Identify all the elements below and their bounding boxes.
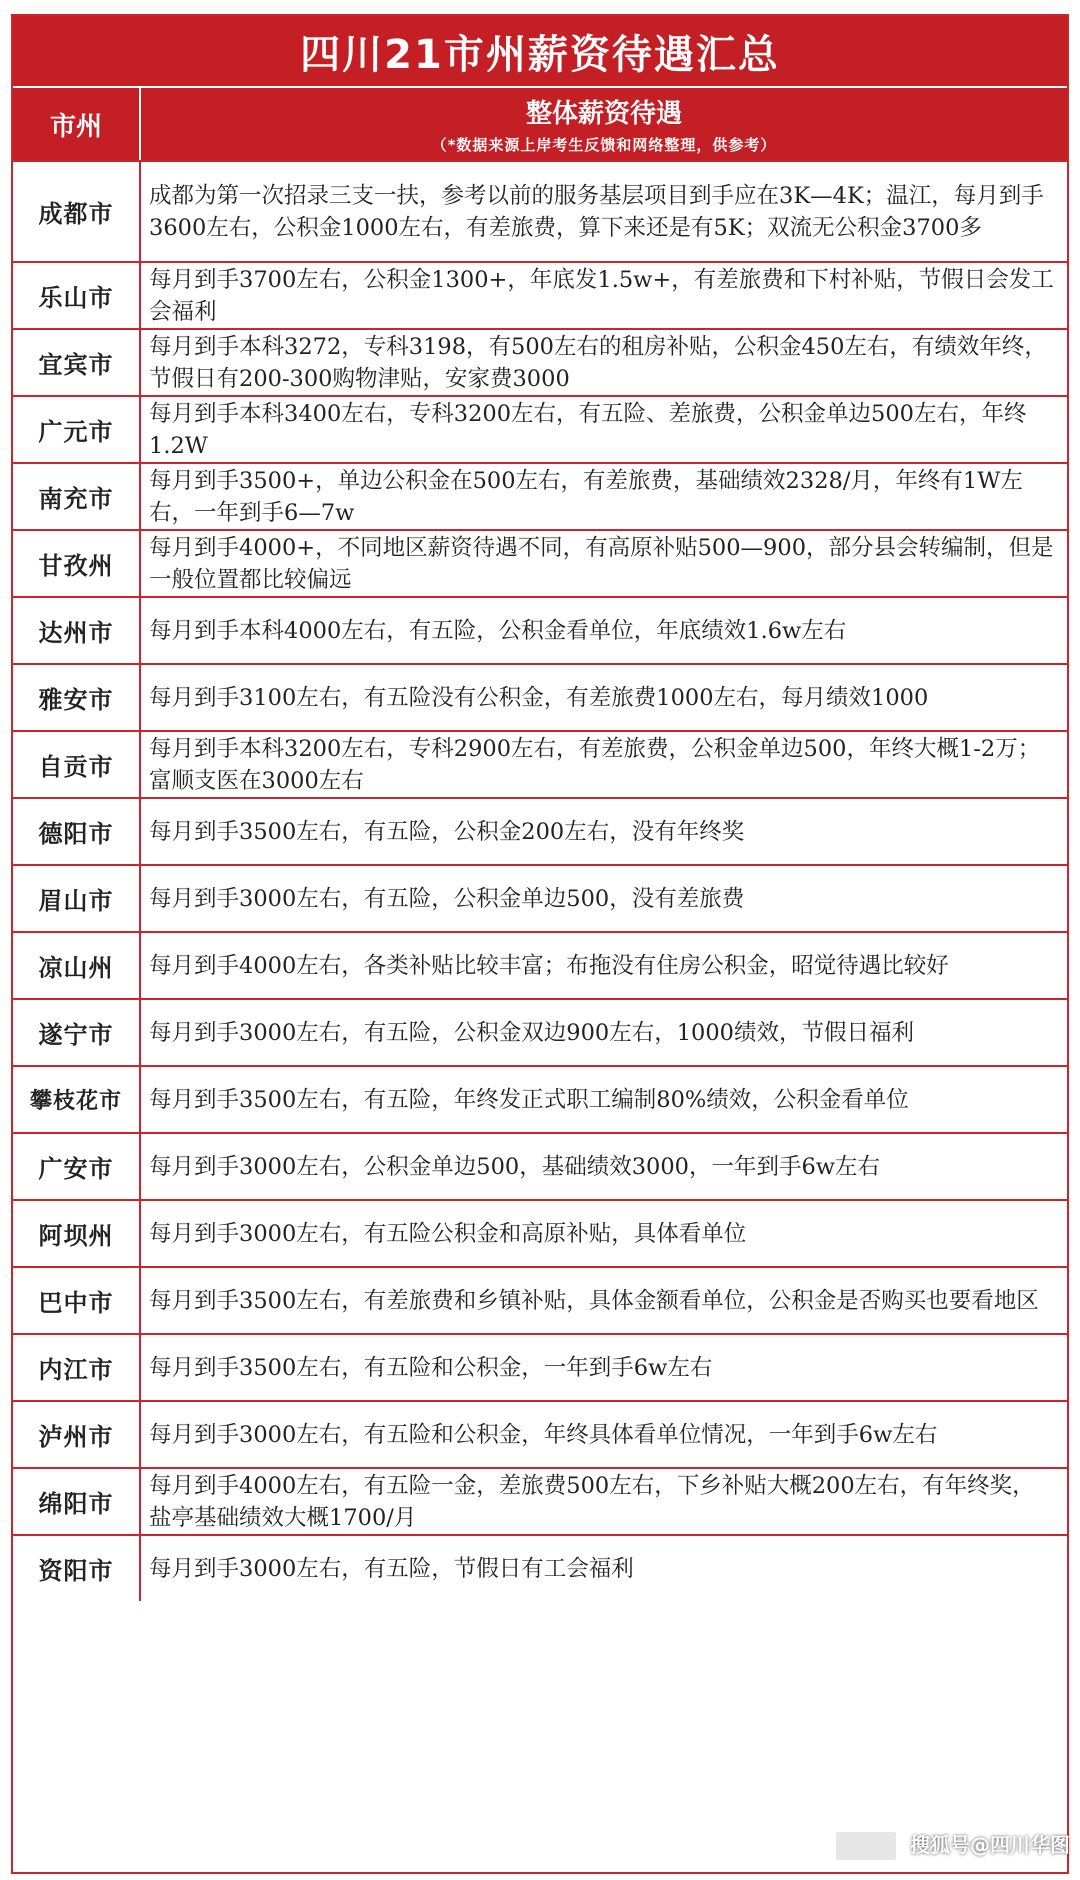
table-row [13,596,1067,663]
table-row [13,1199,1067,1266]
salary-description: 每月到手3500左右，有五险和公积金，一年到手6w左右 [149,1354,713,1381]
salary-description: 每月到手3500+，单边公积金在500左右，有差旅费，基础绩效2328/月，年终有1W左右，一年到手6—7w [149,467,1023,526]
salary-description: 每月到手3000左右，有五险，公积金单边500，没有差旅费 [149,885,745,912]
city-name: 达州市 [13,598,141,663]
table-row [13,1266,1067,1333]
city-name: 绵阳市 [13,1469,141,1534]
salary-description: 每月到手3100左右，有五险没有公积金，有差旅费1000左右，每月绩效1000 [149,684,929,711]
table-row [13,663,1067,730]
salary-description: 每月到手4000左右，各类补贴比较丰富；布拖没有住房公积金，昭觉待遇比较好 [149,952,949,979]
table-row [13,730,1067,797]
city-name: 攀枝花市 [13,1067,141,1132]
city-name: 甘孜州 [13,531,141,596]
city-name: 凉山州 [13,933,141,998]
salary-column-header [141,88,1067,160]
salary-description: 每月到手3000左右，有五险和公积金，年终具体看单位情况，一年到手6w左右 [149,1421,938,1448]
salary-description: 每月到手3000左右，有五险，公积金双边900左右，1000绩效，节假日福利 [149,1019,914,1046]
city-name: 内江市 [13,1335,141,1400]
page-title: 四川21市州薪资待遇汇总 [13,16,1067,86]
city-name: 巴中市 [13,1268,141,1333]
city-column-header: 市州 [13,88,141,160]
city-name: 泸州市 [13,1402,141,1467]
salary-description: 每月到手本科3400左右，专科3200左右，有五险、差旅费，公积金单边500左右，年终1.2W [149,400,1027,459]
salary-description: 每月到手本科3200左右，专科2900左右，有差旅费，公积金单边500，年终大概1-2万；富顺支医在3000左右 [149,735,1041,794]
salary-description: 每月到手3500左右，有五险，年终发正式职工编制80%绩效，公积金看单位 [149,1086,909,1113]
salary-table [11,14,1069,1874]
salary-header-title: 整体薪资待遇 [525,99,682,129]
salary-description: 每月到手本科3272，专科3198，有500左右的租房补贴，公积金450左右，有绩效年终，节假日有200-300购物津贴，安家费3000 [149,333,1047,392]
table-row [13,1065,1067,1132]
table-row [13,998,1067,1065]
salary-description: 每月到手3000左右，有五险公积金和高原补贴，具体看单位 [149,1220,747,1247]
city-name: 遂宁市 [13,1000,141,1065]
table-row [13,1534,1067,1601]
table-header [13,86,1067,160]
table-row [13,328,1067,395]
table-row [13,529,1067,596]
salary-description: 每月到手3500左右，有差旅费和乡镇补贴，具体金额看单位，公积金是否购买也要看地区 [149,1287,1039,1314]
salary-description: 每月到手3700左右，公积金1300+，年底发1.5w+，有差旅费和下村补贴，节假日会发工会福利 [149,266,1054,325]
table-row [13,261,1067,328]
table-row [13,864,1067,931]
table-row [13,1132,1067,1199]
salary-description: 每月到手本科4000左右，有五险，公积金看单位，年底绩效1.6w左右 [149,617,847,644]
city-name: 自贡市 [13,732,141,797]
city-name: 德阳市 [13,799,141,864]
table-row [13,1400,1067,1467]
city-name: 广安市 [13,1134,141,1199]
table-row [13,1467,1067,1534]
city-name: 乐山市 [13,263,141,328]
city-name: 阿坝州 [13,1201,141,1266]
watermark-blur [836,1832,896,1860]
city-name: 宜宾市 [13,330,141,395]
salary-description: 每月到手3500左右，有五险，公积金200左右，没有年终奖 [149,818,745,845]
salary-header-note: （*数据来源上岸考生反馈和网络整理，供参考） [431,136,777,154]
salary-description: 每月到手4000左右，有五险一金，差旅费500左右，下乡补贴大概200左右，有年终奖，盐亭基础绩效大概1700/月 [149,1472,1035,1531]
table-row [13,1333,1067,1400]
table-row [13,797,1067,864]
city-name: 资阳市 [13,1536,141,1601]
salary-description: 每月到手4000+，不同地区薪资待遇不同，有高原补贴500—900，部分县会转编制，但是一般位置都比较偏远 [149,534,1054,593]
table-row [13,931,1067,998]
city-name: 广元市 [13,397,141,462]
salary-description: 成都为第一次招录三支一扶，参考以前的服务基层项目到手应在3K—4K；温江，每月到手3600左右，公积金1000左右，有差旅费，算下来还是有5K；双流无公积金3700多 [149,182,1044,241]
table-row [13,160,1067,261]
table-body [13,160,1067,1601]
city-name: 雅安市 [13,665,141,730]
city-name: 眉山市 [13,866,141,931]
table-row [13,462,1067,529]
city-name: 成都市 [13,162,141,261]
city-name: 南充市 [13,464,141,529]
table-row [13,395,1067,462]
salary-description: 每月到手3000左右，公积金单边500，基础绩效3000，一年到手6w左右 [149,1153,881,1180]
salary-description: 每月到手3000左右，有五险，节假日有工会福利 [149,1555,634,1582]
watermark: 搜狐号@四川华图 [910,1833,1070,1857]
